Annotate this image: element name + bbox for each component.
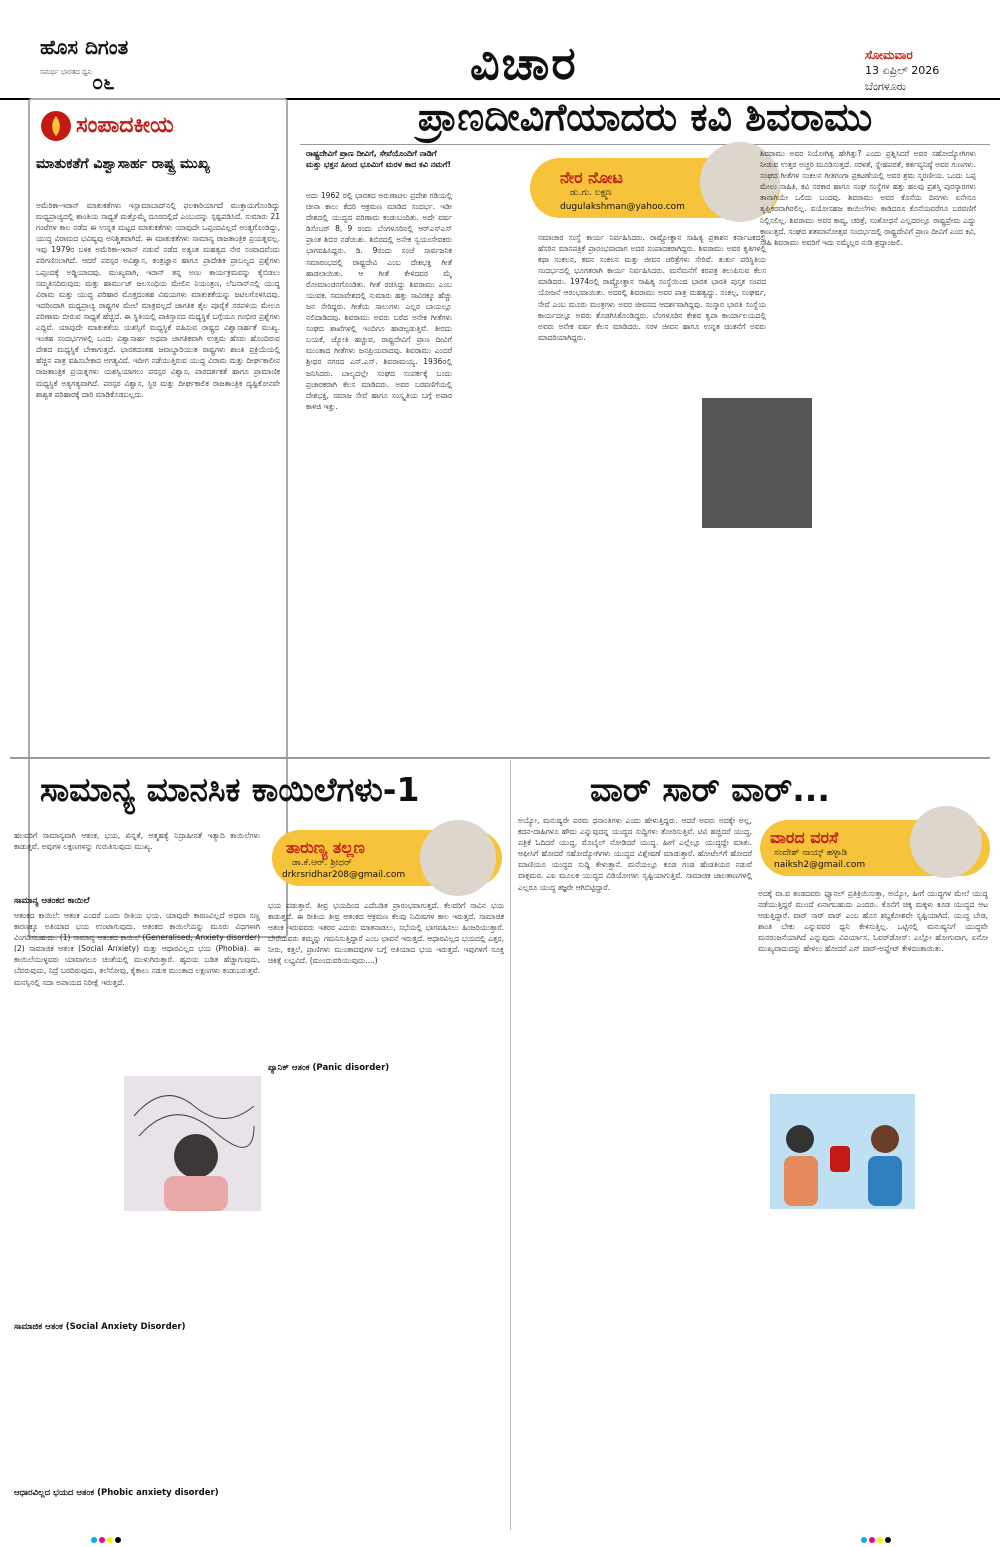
war-article-title[interactable]: ವಾರ್ ಸಾರ್ ವಾರ್... [590, 770, 830, 809]
author-name: ಸಂದೇಶ್ ನಾಯ್ಕ್ ಹಳ್ಳಾಡಿ [774, 848, 848, 858]
issue-city: ಬೆಂಗಳೂರು [865, 80, 907, 93]
logo-tagline: ಸಮರ್ಥ ಭಾರತದ ಧ್ವನಿ [40, 68, 92, 76]
war-article-col2: ಅದಕ್ಕೆ ವಾ.ವ ತಂಡದವರು ಫ್ಯೂನಲ್ ಪ್ರತಿಕ್ರಿಯಿಸುತ್ತಾ, ಅಯ್ಯೋ, ಹೀಗೆ ಯುದ್ಧಗಳ ಮೇಲೆ ಯುದ್ಧ ನಡೆಯುತ್ತಿದ್ದರೆ ಮುಂದೆ ಏನಾಗಬಹುದು ಎಂದರು. ಕೊನೆಗೆ ಚಿಕ್ಕ ಮಕ್ಕಳು ಕೂಡ ಯುದ್ಧದ ಆಟ ಆಡುತ್ತಿದ್ದಾರೆ. ವಾರ್ ಸಾರ್ ವಾರ್ ಎಂಬ ಹೊಸ ಶಬ್ದಕೋಶವೇ ಸೃಷ್ಟಿಯಾಗಿದೆ. ಯುದ್ಧ ಬೇಡ, ಶಾಂತಿ ಬೇಕು ಎನ್ನುವವರ ಧ್ವನಿ ಕೇಳಿಸುತ್ತಿಲ್ಲ. ಒಟ್ಟಿನಲ್ಲಿ ಮನುಷ್ಯನಿಗೆ ಯುದ್ಧವೇ ಮನರಂಜನೆಯಾಗಿದೆ ಎನ್ನುವುದು ವಿಪರ್ಯಾಸ. ಓವರ್‌ಡೋಸ್: ಎಲ್ಲೋ ಹೋಗುವಾಗ, ಏನೋ ಮುಖ್ಯವಾದುದನ್ನು ಹೇಳಲು ಹೋದರೆ ಎನ್ ವಾರ್-ಅಪ್ಡೇಟ್ ಕೇಳಿದಂತಾಯಿತು. [758, 889, 988, 954]
author-name: ಡಾ.ಕೆ.ಆರ್. ಶ್ರೀಧರ್ [292, 858, 352, 868]
author-photo [420, 820, 496, 896]
main-article-col3: ಶಿವರಾಮು ಅವರ ನಿಯೋಗಿತ್ವ ಹೇಗಿತ್ತು? ಎಂದು ಪ್ರಶ್ನಿಸಿದರೆ ಅವರ ಸಹೋದ್ಯೋಗಿಗಳು ನೀಡುವ ಉತ್ತರ ಅಚ್ಚರಿ ಮೂಡಿಸುತ್ತದೆ. ಸರಳತೆ, ಸ್ನೇಹಪರತೆ, ಕರ್ತವ್ಯನಿಷ್ಠೆ ಅವರ ಗುಣಗಳು. ಸಂಘದ ಗೀತೆಗಳ ಸಂಕಲನ ಗೀತಗಂಗಾ ಪ್ರಕಟಣೆಯಲ್ಲಿ ಅವರ ಶ್ರಮ ಸ್ಮರಣೀಯ. ಒಂದು ಒಪ್ಪ ಮೇಲು ಸಾಹಿತಿ, ಕವಿ ಸರಕಾರ ಹಾಗೂ ಸಂಘ ಸಂಸ್ಥೆಗಳ ಹತ್ತು ಹಲವು ಪ್ರಶಸ್ತಿ ಪುರಸ್ಕಾರಗಳು ತಾನಾಗಿಯೇ ಒಲಿದು ಬಂದವು. ಶಿವರಾಮು ಅವರ ಕೊನೆಯ ದಿನಗಳು ಏನೇನೂ ತೃಪ್ತಿಕರವಾಗಿರಲಿಲ್ಲ. ವಯೋಸಹಜ ಕಾಯಿಲೆಗಳು ಕಾಡಿದರೂ ಕೊನೆಯವರೆಗೂ ಬರವಣಿಗೆ ನಿಲ್ಲಿಸಲಿಲ್ಲ. ಶಿವರಾಮು ಅವರ ಕಾವ್ಯ, ಚರಿತ್ರೆ, ಸಂಶೋಧನೆ ಎಲ್ಲದರಲ್ಲೂ ರಾಷ್ಟ್ರಪ್ರೇಮ ಎದ್ದು ಕಾಣುತ್ತದೆ. ಸಂಘದ ಶತಮಾನೋತ್ಸವ ಸಂದರ್ಭದಲ್ಲಿ ರಾಷ್ಟ್ರದೇವಿಗೆ ಪ್ರಾಣ ದೀವಿಗೆ ಎಂದ ಕವಿ, ಸಾಹಿ ಶಿವರಾಮು ಅವರಿಗೆ ಇದು ನಮ್ಮೆಲ್ಲರ ನುಡಿ ಶ್ರದ್ಧಾಂಜಲಿ. [760, 149, 976, 247]
two-people-talking-icon [770, 1094, 915, 1209]
main-article-col2: ಸಮಾಚಾರ ಸಂಸ್ಥೆ ಕಾರ್ಯ ನಿರ್ವಹಿಸಿದರು. ರಾಷ್ಟ್ರೋತ್ಥಾನ ಸಾಹಿತ್ಯ ಪ್ರಕಾಶನ ಕರ್ನಾಟಕದಲ್ಲಿ ಹೆಸರಿನ ಮಾಸಪತ್ರಿಕೆ ಪ್ರಾರಂಭವಾದಾಗ ಅದರ ಸಂಪಾದಕರಾಗಿದ್ದರು. ಶಿವರಾಮು ಅವರ ಕೃತಿಗಳಲ್ಲಿ ಕಥಾ ಸಂಕಲನ, ಕವನ ಸಂಕಲನ ಮತ್ತು ಜೀವನ ಚರಿತ್ರೆಗಳು ಸೇರಿವೆ. ತುರ್ತು ಪರಿಸ್ಥಿತಿಯ ಸಂದರ್ಭದಲ್ಲಿ ಭೂಗತರಾಗಿ ಕಾರ್ಯ ನಿರ್ವಹಿಸಿದರು. ಮನೆಮನೆಗೆ ಕರಪತ್ರ ತಲುಪಿಸುವ ಕೆಲಸ ಮಾಡಿದರು. 1974ರಲ್ಲಿ ರಾಷ್ಟ್ರೋತ್ಥಾನ ಸಾಹಿತ್ಯ ಸಂಸ್ಥೆಯಿಂದ ಭಾರತ ಭಾರತಿ ಪುಸ್ತಕ ಸಂಪದ ಯೋಜನೆ ಆರಂಭವಾಯಿತು. ಅದರಲ್ಲಿ ಶಿವರಾಮು ಅವರ ಪಾತ್ರ ಮಹತ್ವದ್ದು. ಸಂಕಲ್ಪ, ಸಂಘರ್ಷ, ಸೇವೆ ಎಂಬ ಮೂರು ಮಂತ್ರಗಳು ಅವರ ಜೀವನದ ಆದರ್ಶವಾಗಿದ್ದವು. ಸಂಸ್ಕಾರ ಭಾರತಿ ಸಂಸ್ಥೆಯ ಕಾರ್ಯದಲ್ಲೂ ಅವರು ತೊಡಗಿಸಿಕೊಂಡಿದ್ದರು. ಬೆಂಗಳೂರಿನ ಕೇಶವ ಕೃಪಾ ಕಾರ್ಯಾಲಯದಲ್ಲಿ ಅವರು ಅನೇಕ ವರ್ಷ ಕೆಲಸ ಮಾಡಿದರು. ಸರಳ ಜೀವನ ಹಾಗೂ ಉನ್ನತ ಚಿಂತನೆಗೆ ಅವರು ಮಾದರಿಯಾಗಿದ್ದರು. [538, 233, 766, 342]
issue-day: ಸೋಮವಾರ [865, 48, 913, 62]
logo-text: ಹೊಸ ದಿಗಂತ [40, 35, 129, 59]
color-dots-left [90, 1528, 122, 1547]
issue-date: 13 ಏಪ್ರಿಲ್ 2026 [865, 64, 940, 77]
war-article-col1: ಅಯ್ಯೋ, ಮನುಷ್ಯರೇ ಪರಮ ಧನಾಂತಿಗಳು ಎಂದು ಹೇಳುತ್ತಿದ್ದರು. ಆದರೆ ಅವರು ಅದಕ್ಕೇ ಅಲ್ಲ, ಕದನ-ದಾಹಿಗಳೂ ಹೌದು ಎನ್ನುವುದನ್ನ ಯುದ್ಧದ ಸುದ್ದಿಗಳು ತೋರಿಸುತ್ತಿವೆ. ಟಿವಿ ಹಚ್ಚಿದರೆ ಯುದ್ಧ, ಪತ್ರಿಕೆ ಓದಿದರೆ ಯುದ್ಧ, ಮೊಬೈಲ್ ನೋಡಿದರೆ ಯುದ್ಧ. ಹೀಗೆ ಎಲ್ಲೆಲ್ಲೂ ಯುದ್ಧದ್ದೇ ಮಾತು. ಆಫೀಸಿಗೆ ಹೋದರೆ ಸಹೋದ್ಯೋಗಿಗಳು ಯುದ್ಧದ ವಿಶ್ಲೇಷಣೆ ಮಾಡುತ್ತಾರೆ. ಹೋಟೆಲ್‌ಗೆ ಹೋದರೆ ಮಾಣಿಯೂ ಯುದ್ಧದ ಸುದ್ದಿ ಕೇಳುತ್ತಾನೆ. ಮನೆಯಲ್ಲೂ ಕೂಡ ಗಂಡ ಹೆಂಡತಿಯರ ನಡುವೆ ವಾಕ್ಸಮರ. ಎಐ ಮೂಲಕ ಯುದ್ಧದ ವಿಡಿಯೋಗಳು ಸೃಷ್ಟಿಯಾಗುತ್ತಿವೆ. ಸಾಮಾಜಿಕ ಜಾಲತಾಣಗಳಲ್ಲಿ ಎಲ್ಲರೂ ಯುದ್ಧ ತಜ್ಞರೇ ಆಗಿಬಿಟ್ಟಿದ್ದಾರೆ. [518, 816, 752, 892]
author-photo [910, 806, 982, 878]
column-name: ನೇರ ನೋಟ [560, 168, 623, 187]
section-divider [10, 757, 990, 759]
chat-illustration [770, 1094, 915, 1209]
print-registration-marks [0, 1528, 1000, 1544]
column-divider [510, 760, 511, 1530]
newspaper-logo[interactable] [40, 35, 190, 85]
author-name: ಡು.ಗು. ಲಕ್ಷ್ಮಣ [570, 188, 612, 198]
stressed-person-icon [124, 1076, 261, 1211]
editorial-headline[interactable]: ಮಾತುಕತೆಗೆ ವಿಶ್ವಾಸಾರ್ಹ ರಾಷ್ಟ್ರ ಮುಖ್ಯ [36, 156, 210, 172]
stress-illustration [124, 1076, 261, 1211]
health-article-title[interactable]: ಸಾಮಾನ್ಯ ಮಾನಸಿಕ ಕಾಯಿಲೆಗಳು-1 [40, 770, 420, 809]
editorial-body: ಅಮೆರಿಕಾ-ಇರಾನ್ ಮಾತುಕತೆಗಳು ಇಸ್ಲಾಮಾಬಾದ್‌ನಲ್ಲಿ ಫಲಕಾರಿಯಾಗದೆ ಮುಕ್ತಾಯಗೊಂಡಿದ್ದು ಮಧ್ಯಪ್ರಾಚ್ಯದಲ್ಲಿ ಶಾಂತಿಯ ಸಾಧ್ಯತೆ ಮತ್ತೊಮ್ಮೆ ದೂರದಲ್ಲಿದೆ ಎಂಬುದನ್ನು ಸ್ಪಷ್ಟಪಡಿಸಿದೆ. ಸುಮಾರು 21 ಗಂಟೆಗಳ ಕಾಲ ನಡೆದ ಈ ಉನ್ನತ ಮಟ್ಟದ ಮಾತುಕತೆಗಳು ಯಾವುದೇ ಒಪ್ಪಂದವಿಲ್ಲದೆ ಅಂತ್ಯಗೊಂಡಿದ್ದು, ಯುದ್ಧ ವಿರಾಮದ ಭವಿಷ್ಯವು ಅನಿಶ್ಚಿತವಾಗಿದೆ. ಈ ಮಾತುಕತೆಗಳು ಸಾಮಾನ್ಯ ರಾಜತಾಂತ್ರಿಕ ಪ್ರಯತ್ನವಲ್ಲ. ಇವು 1979ರ ಬಳಿಕ ಅಮೆರಿಕಾ-ಇರಾನ್ ನಡುವೆ ನಡೆದ ಅತ್ಯಂತ ಮಹತ್ವದ ನೇರ ಸಂವಾದವೆಂದು ಪರಿಗಣಿಸಲಾಗಿದೆ. ಆದರೆ ಪರಸ್ಪರ ಅವಿಶ್ವಾಸ, ತಂತ್ರಜ್ಞಾನ ಹಾಗೂ ಪ್ರಾದೇಶಿಕ ಪ್ರಾಬಲ್ಯದ ಪ್ರಶ್ನೆಗಳು ಒಪ್ಪಂದಕ್ಕೆ ಅಡ್ಡಿಯಾದವು. ಮುಖ್ಯವಾಗಿ, ಇರಾನ್ ತನ್ನ ಅಣು ಕಾರ್ಯಕ್ರಮವನ್ನು ಕೈಬಿಡಲು ಸಮ್ಮತಿಸದಿರುವುದು ಮತ್ತು ಹಾರ್ಮುಜ್ ಜಲಸಂಧಿಯ ಮೇಲಿನ ನಿಯಂತ್ರಣ, ಲೆಬನಾನ್‌ನಲ್ಲಿ ಯುದ್ಧ ವಿರಾಮ ಮತ್ತು ಯುದ್ಧ ಪರಿಹಾರ ಮೊತ್ತದಂತಹ ವಿಷಯಗಳು ಮಾತುಕತೆಯನ್ನು ಜಟಿಲಗೊಳಿಸಿದವು. ಇದರಿಂದಾಗಿ ಮಧ್ಯಪ್ರಾಚ್ಯ ರಾಷ್ಟ್ರಗಳ ಮೇಲೆ ಮಾತ್ರವಲ್ಲದೆ ಜಾಗತಿಕ ತೈಲ ಪೂರೈಕೆ ಸರಪಳಿಯ ಮೇಲೂ ಪರಿಣಾಮ ಬೀರುವ ಸಾಧ್ಯತೆ ಹೆಚ್ಚಿದೆ. ಈ ಸ್ಥಿತಿಯಲ್ಲಿ ಪಾಕಿಸ್ತಾನದ ಮಧ್ಯಸ್ಥಿಕೆ ಬಗ್ಗೆಯೂ ಗಂಭೀರ ಪ್ರಶ್ನೆಗಳು ಎದ್ದಿವೆ. ಯಾವುದೇ ಮಾತುಕತೆಯ ಯಶಸ್ಸಿಗೆ ಮಧ್ಯಸ್ಥಿಕೆ ವಹಿಸುವ ರಾಷ್ಟ್ರದ ವಿಶ್ವಾಸಾರ್ಹತೆ ಮುಖ್ಯ. ಇಂತಹ ಸಂದರ್ಭಗಳಲ್ಲಿ ಒಂದು ವಿಶ್ವಾಸಾರ್ಹ ಅಥವಾ ಜಾಗತಿಕವಾಗಿ ಉತ್ತಮ ಹೆಸರು ಹೊಂದಿರುವ ದೇಶದ ಮಧ್ಯಸ್ಥಿಕೆ ಬೇಕಾಗುತ್ತದೆ. ಭಾರತದಂತಹ ಜವಾಬ್ದಾರಿಯುತ ರಾಷ್ಟ್ರಗಳು ಶಾಂತಿ ಪ್ರಕ್ರಿಯೆಯಲ್ಲಿ ಹೆಚ್ಚಿನ ಪಾತ್ರ ವಹಿಸಬೇಕಾದ ಅಗತ್ಯವಿದೆ. ಇದೀಗ ನಡೆಯುತ್ತಿರುವ ಯುದ್ಧ ವಿರಾಮ ಮತ್ತು ದೀರ್ಘಕಾಲೀನ ರಾಜತಾಂತ್ರಿಕ ಪ್ರಯತ್ನಗಳು ಯಶಸ್ವಿಯಾಗಲು ಪರಸ್ಪರ ವಿಶ್ವಾಸ, ಪಾರದರ್ಶಕತೆ ಹಾಗೂ ಪ್ರಾಮಾಣಿಕ ಮಧ್ಯಸ್ಥಿಕೆ ಅತ್ಯಗತ್ಯವಾಗಿದೆ. ಪರಸ್ಪರ ವಿಶ್ವಾಸ, ಸ್ಥಿರ ಮತ್ತು ದೀರ್ಘಕಾಲಿಕ ರಾಜತಾಂತ್ರಿಕ ದೃಷ್ಟಿಕೋನವೇ ಶಾಶ್ವತ ಪರಿಹಾರಕ್ಕೆ ದಾರಿ ಮಾಡಿಕೊಡಬಲ್ಲದು. [36, 201, 280, 399]
health-article-lead: ಹಲವರಿಗೆ ಸಾಮಾನ್ಯವಾಗಿ ಆತಂಕ, ಭಯ, ಖಿನ್ನತೆ, ಆತ್ಮಹತ್ಯೆ ನಿದ್ರಾಹೀನತೆ ಇತ್ಯಾದಿ ಕಾಯಿಲೆಗಳು ಕಾಡುತ್ತವೆ. ಅವುಗಳ ಲಕ್ಷಣಗಳನ್ನು ಗುರುತಿಸುವುದು ಮುಖ್ಯ. [14, 831, 260, 852]
author-email[interactable]: naiksh2@gmail.com [774, 860, 866, 870]
health-article-col1: ಆತಂಕದ ಕಾಯಿಲೆ: ಆತಂಕ ಎಂದರೆ ಒಂದು ರೀತಿಯ ಭಯ. ಯಾವುದೇ ಕಾರಣವಿಲ್ಲದೆ ಅಥವಾ ಸಣ್ಣ ಕಾರಣಕ್ಕೂ ಅತಿಯಾದ ಭಯ ಉಂಟಾಗುವುದು. ಆತಂಕದ ಕಾಯಿಲೆಯನ್ನು ಮೂರು ವಿಧಗಳಾಗಿ ವಿಂಗಡಿಸಬಹುದು. (1) ಸಾಮಾನ್ಯ ಆತಂಕದ ಕಾಯಿಲೆ (Generalised, Anxiety disorder) (2) ಸಾಮಾಜಿಕ ಆತಂಕ (Social Anxiety) ಮತ್ತು ಆಧಾರವಿಲ್ಲದ ಭಯ (Phobia). ಈ ಕಾಯಿಲೆಯುಳ್ಳವರು ಯಾವಾಗಲೂ ಚಿಂತೆಯಲ್ಲಿ ಮುಳುಗಿರುತ್ತಾರೆ. ಹೃದಯ ಬಡಿತ ಹೆಚ್ಚಾಗುವುದು, ಬೆವರುವುದು, ನಿದ್ರೆ ಬರದಿರುವುದು, ತಲೆನೋವು, ಕೈಕಾಲು ನಡುಕ ಮುಂತಾದ ಲಕ್ಷಣಗಳು ಕಂಡುಬರುತ್ತವೆ. ಮನಸ್ಸಿನಲ್ಲಿ ಸದಾ ಅಪಾಯದ ನಿರೀಕ್ಷೆ ಇರುತ್ತದೆ. [14, 911, 260, 987]
health-subheading-2: ಸಾಮಾಜಿಕ ಆತಂಕ (Social Anxiety Disorder) [14, 1322, 186, 1332]
author-email[interactable]: dugulakshman@yahoo.com [560, 202, 685, 212]
page-number: ೦೬ [92, 70, 115, 94]
column-name: ವಾರದ ವರಸೆ [770, 828, 839, 847]
health-subheading-4: ಪ್ಯಾನಿಕ್ ಆತಂಕ (Panic disorder) [268, 1063, 390, 1073]
health-subheading-3: ಆಧಾರವಿಲ್ಲದ ಭಯದ ಆತಂಕ (Phobic anxiety disorder) [14, 1488, 219, 1498]
main-article-title[interactable]: ಪ್ರಾಣದೀವಿಗೆಯಾದರು ಕವಿ ಶಿವರಾಮು [300, 95, 990, 145]
health-article-col2: ಭಯ ಪಡುತ್ತಾರೆ. ತೀವ್ರ ಭಯದಿಂದ ಎದೆಬಡಿತ ಪ್ರಾರಂಭವಾಗುತ್ತದೆ. ಕೆಲವರಿಗೆ ಸಾವಿನ ಭಯ ಕಾಡುತ್ತದೆ. ಈ ರೀತಿಯ ತೀವ್ರ ಆತಂಕದ ಆಕ್ರಮಣ ಕೆಲವು ನಿಮಿಷಗಳ ಕಾಲ ಇರುತ್ತದೆ. ಸಾಮಾಜಿಕ ಆತಂಕ ಇರುವವರು ಇತರರ ಎದುರು ಮಾತನಾಡಲು, ಸಭೆಯಲ್ಲಿ ಭಾಗವಹಿಸಲು ಹಿಂಜರಿಯುತ್ತಾರೆ. ಬೇರೆಯವರು ತಮ್ಮನ್ನು ಗಮನಿಸುತ್ತಿದ್ದಾರೆ ಎಂಬ ಭಾವನೆ ಇರುತ್ತದೆ. ಆಧಾರವಿಲ್ಲದ ಭಯದಲ್ಲಿ ಎತ್ತರ, ನೀರು, ಕತ್ತಲೆ, ಪ್ರಾಣಿಗಳು ಮುಂತಾದವುಗಳ ಬಗ್ಗೆ ಅತಿಯಾದ ಭಯ ಇರುತ್ತದೆ. ಇವುಗಳಿಗೆ ಸೂಕ್ತ ಚಿಕಿತ್ಸೆ ಲಭ್ಯವಿದೆ. (ಮುಂದುವರಿಯುವುದು....) [268, 901, 504, 966]
column-name: ತಾರುಣ್ಯ ತಲ್ಲಣ [286, 838, 365, 857]
editorial-label-text: ಸಂಪಾದಕೀಯ [76, 113, 174, 138]
color-dots-right [860, 1528, 892, 1547]
lamp-icon [40, 110, 72, 142]
health-subheading-1: ಸಾಮಾನ್ಯ ಆತಂಕದ ಕಾಯಿಲೆ [14, 896, 90, 906]
section-title: ವಿಚಾರ [470, 36, 578, 90]
author-email[interactable]: drkrsridhar208@gmail.com [282, 870, 406, 880]
main-article-col1: ಅದು 1962 ರಲ್ಲಿ ಭಾರತದ ಅರುಣಾಚಲ ಪ್ರದೇಶ ಗಡಿಯಲ್ಲಿ ಚೀನಾ ಕಾಲು ಕೆದರಿ ಆಕ್ರಮಣ ಮಾಡಿದ ಸಂದರ್ಭ. ಇಡೀ ದೇಶದಲ್ಲಿ ಯುದ್ಧದ ಪರಿಣಾಮ ಕಂಡುಬಂದಿತು. ಅದೇ ವರ್ಷ ಡಿಸೆಂಬರ್ 8, 9 ರಂದು ಬೆಂಗಳೂರಿನಲ್ಲಿ ಆರ್‌ಎಸ್‌ಎಸ್ ಪ್ರಾಂತ ಶಿಬಿರ ನಡೆಯಿತು. ಶಿಬಿರದಲ್ಲಿ ಅನೇಕ ಸ್ವಯಂಸೇವಕರು ಭಾಗವಹಿಸಿದ್ದರು. ಡಿ. 9ರಂದು ಸಂಜೆ ಸಾರ್ವಜನಿಕ ಸಮಾರಂಭದಲ್ಲಿ ರಾಷ್ಟ್ರದೇವಿ ಎಂಬ ದೇಶಭಕ್ತಿ ಗೀತೆ ಹಾಡಲಾಯಿತು. ಆ ಗೀತೆ ಕೇಳಿದವರ ಮೈ ರೋಮಾಂಚನಗೊಂಡಿತು. ಗೀತೆ ರಚಿಸಿದ್ದು ಶಿವರಾಮು ಎಂಬ ಯುವಕ. ಸಮಾವೇಶದಲ್ಲಿ ಸುಮಾರು ಹತ್ತು ಸಾವಿರಕ್ಕೂ ಹೆಚ್ಚು ಜನ ಸೇರಿದ್ದರು. ಗೀತೆಯ ಸಾಲುಗಳು ಎಲ್ಲರ ಬಾಯಲ್ಲೂ ನಲಿದಾಡಿದವು. ಶಿವರಾಮು ಅವರು ಬರೆದ ಅನೇಕ ಗೀತೆಗಳು ಸಂಘದ ಶಾಖೆಗಳಲ್ಲಿ ಇಂದಿಗೂ ಹಾಡಲ್ಪಡುತ್ತಿವೆ. ತೀರದು ಬಯಕೆ, ಜ್ಯೋತಿ ಹಚ್ಚುವ, ರಾಷ್ಟ್ರದೇವಿಗೆ ಪ್ರಾಣ ದೀವಿಗೆ ಮುಂತಾದ ಗೀತೆಗಳು ಜನಪ್ರಿಯವಾದವು. ಶಿವರಾಮು ಎಂದರೆ ಶ್ರೀಧರ ನಗರದ ಎನ್.ಎಸ್. ಶಿವರಾಮಯ್ಯ. 1936ರಲ್ಲಿ ಜನಿಸಿದರು. ಬಾಲ್ಯದಲ್ಲೇ ಸಂಘದ ಸಂಪರ್ಕಕ್ಕೆ ಬಂದು ಪ್ರಚಾರಕರಾಗಿ ಕೆಲಸ ಮಾಡಿದರು. ಅವರ ಬರವಣಿಗೆಯಲ್ಲಿ ದೇಶಭಕ್ತಿ, ಸಮಾಜ ಸೇವೆ ಹಾಗೂ ಸಂಸ್ಕೃತಿಯ ಬಗ್ಗೆ ಅಪಾರ ಕಾಳಜಿ ಇತ್ತು. [306, 191, 452, 411]
main-article-intro: ರಾಷ್ಟ್ರದೇವಿಗೆ ಪ್ರಾಣ ದೀವಿಗೆ, ಸೇವೆಯೊಂದಿಗೆ ನಾಡಿಗೆ ಮತ್ತು ಭಕ್ತನ ಹೀಂದ ಭೂಮಿಗೆ ಮರಳ ಕಾದ ಕವಿ ನಮಗೆ! [306, 149, 452, 169]
